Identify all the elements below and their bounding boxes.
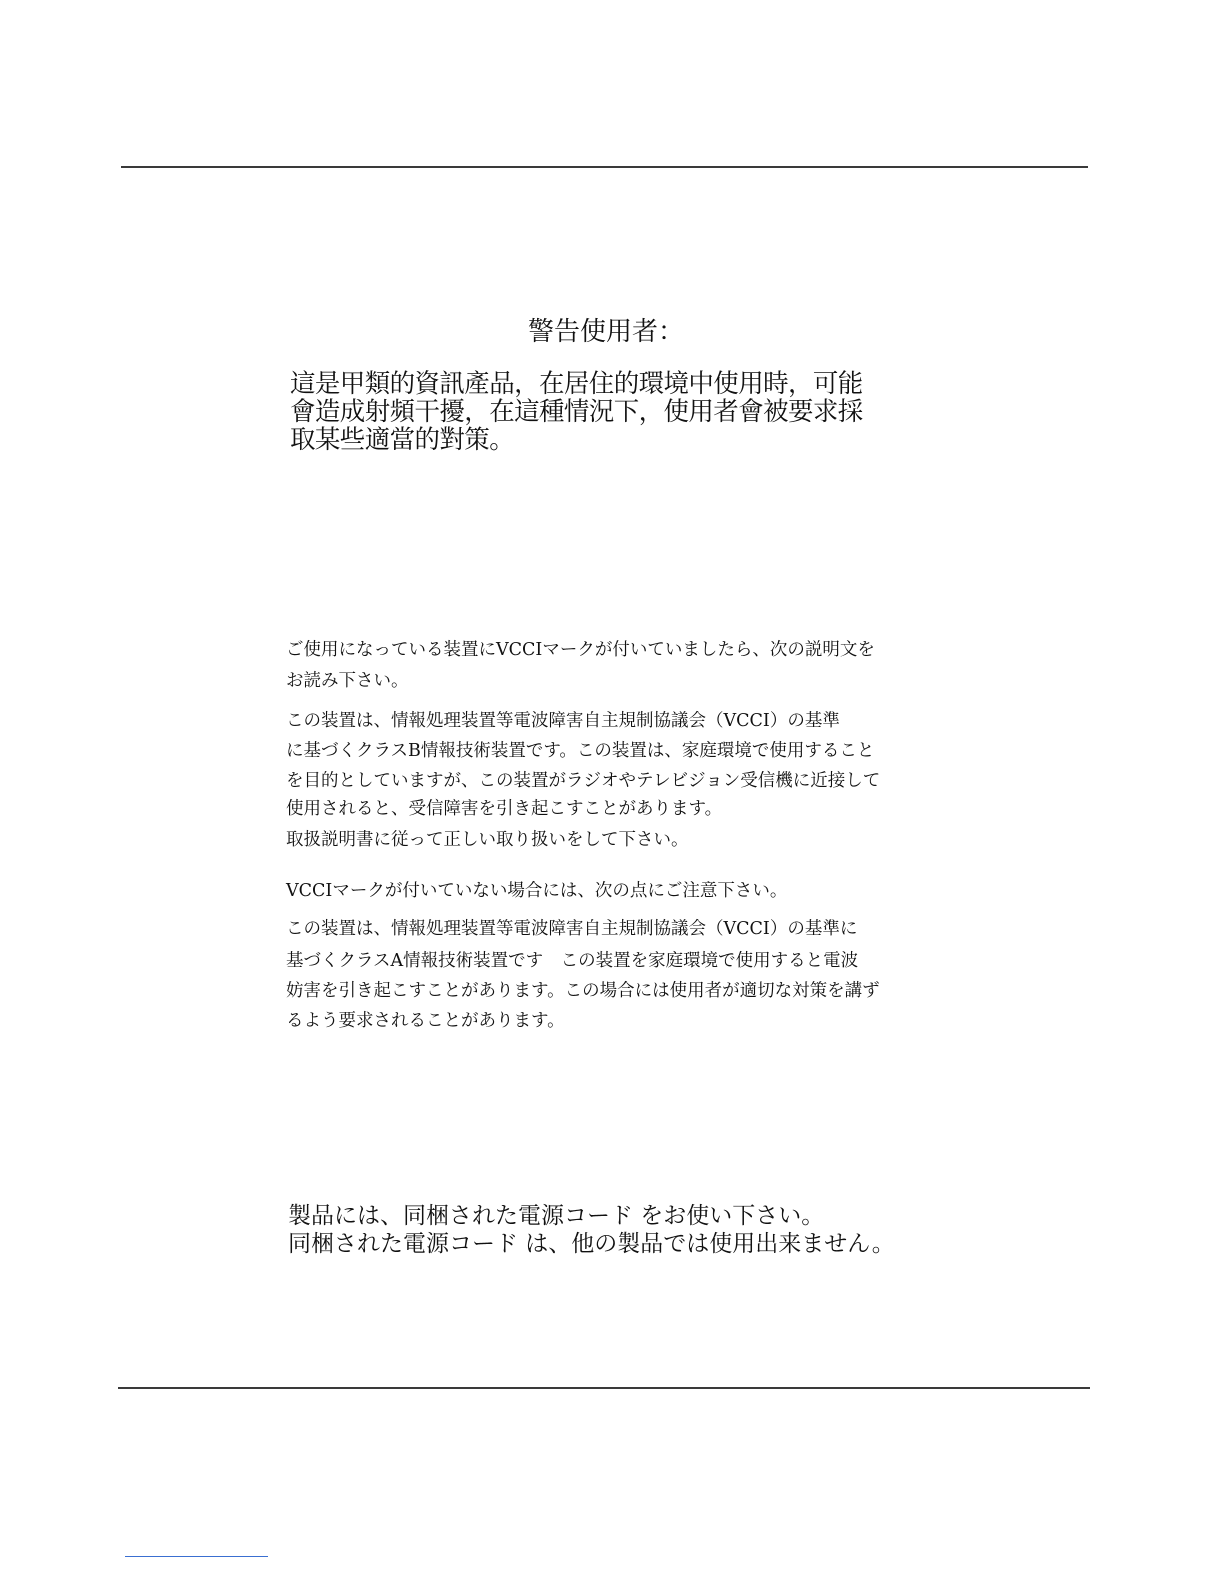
vcci-class-b-line: を目的としていますが、この装置がラジオやテレビジョン受信機に近接して <box>286 771 881 791</box>
taiwan-warning-line: 會造成射頻干擾，在這種情況下，使用者會被要求採 <box>290 397 863 427</box>
power-cord-notice-line: 同梱された電源コード は、他の製品では使用出来ません。 <box>288 1231 895 1257</box>
taiwan-warning-line: 這是甲類的資訊產品，在居住的環境中使用時，可能 <box>290 369 863 399</box>
bottom-horizontal-rule <box>118 1387 1090 1389</box>
vcci-class-b-line: に基づくクラスB情報技術装置です。この装置は、家庭環境で使用すること <box>286 741 875 761</box>
vcci-class-a-line: 基づくクラスA情報技術装置です この装置を家庭環境で使用すると電波 <box>286 951 859 971</box>
vcci-class-b-line: この装置は、情報処理装置等電波障害自主規制協議会（VCCI）の基準 <box>286 711 840 731</box>
vcci-no-mark-line: VCCIマークが付いていない場合には、次の点にご注意下さい。 <box>286 881 788 901</box>
vcci-intro-line: お読み下さい。 <box>286 671 409 691</box>
vcci-class-b-line: 取扱説明書に従って正しい取り扱いをして下さい。 <box>286 830 689 850</box>
taiwan-warning-line: 取某些適當的對策。 <box>290 425 515 455</box>
top-horizontal-rule <box>121 166 1088 168</box>
vcci-class-a-line: 妨害を引き起こすことがあります。この場合には使用者が適切な対策を講ず <box>286 981 880 1001</box>
power-cord-notice-line: 製品には、同梱された電源コード をお使い下さい。 <box>288 1203 825 1229</box>
vcci-class-b-line: 使用されると、受信障害を引き起こすことがあります。 <box>286 799 723 819</box>
footnote-separator <box>125 1556 268 1557</box>
vcci-class-a-line: るよう要求されることがあります。 <box>286 1011 565 1031</box>
vcci-intro-line: ご使用になっている装置にVCCIマークが付いていましたら、次の説明文を <box>286 640 875 660</box>
taiwan-warning-title: 警告使用者： <box>528 317 685 347</box>
vcci-class-a-line: この装置は、情報処理装置等電波障害自主規制協議会（VCCI）の基準に <box>286 919 858 939</box>
taiwan-warning-body <box>290 370 930 454</box>
